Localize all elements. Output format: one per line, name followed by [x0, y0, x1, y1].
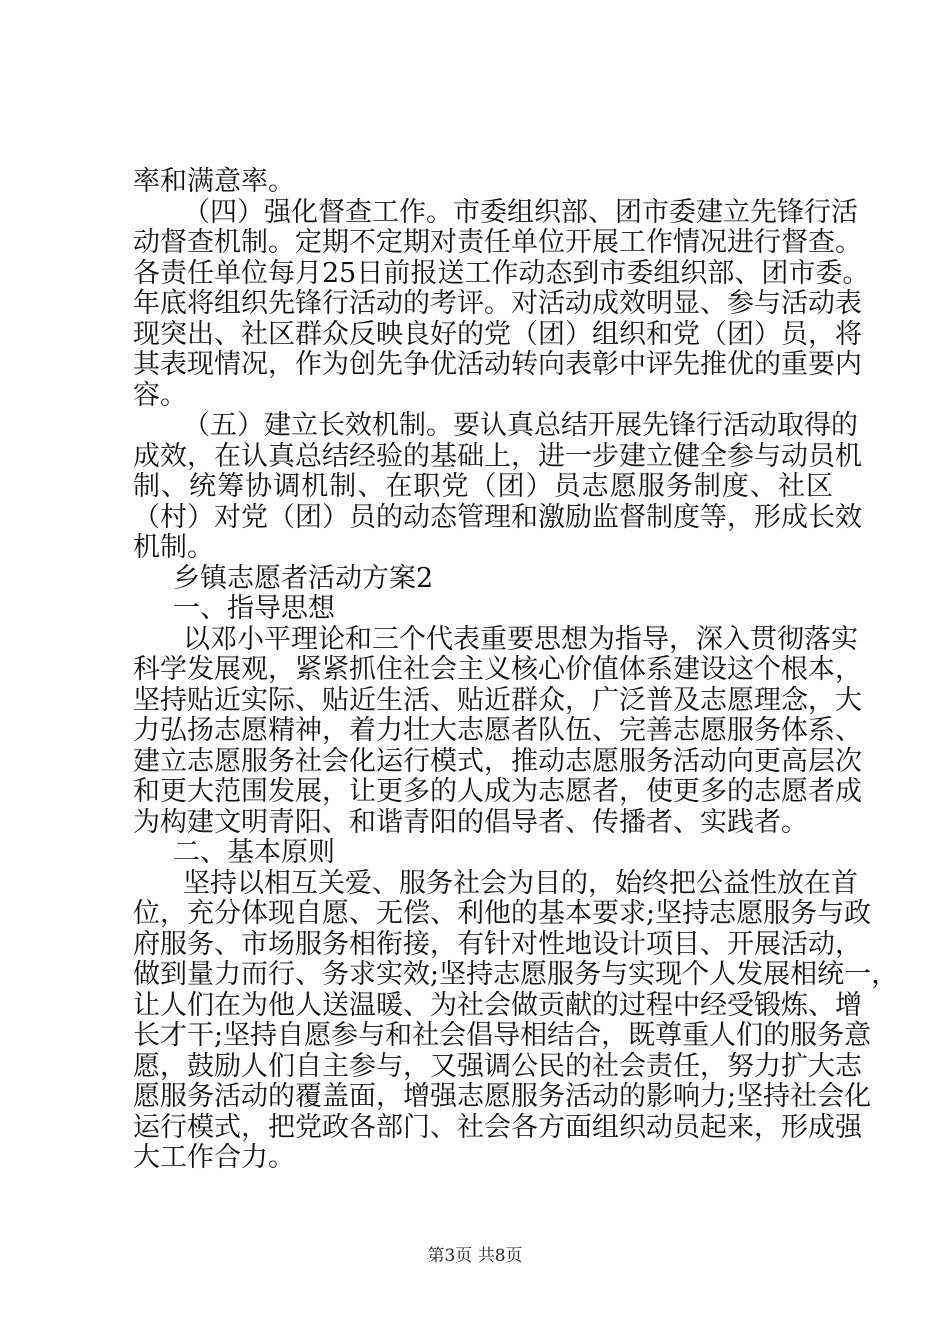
text-line: 坚持以相互关爱、服务社会为目的，始终把公益性放在首: [183, 867, 858, 899]
text-line: 乡镇志愿者活动方案2: [173, 562, 434, 594]
text-line: 各责任单位每月25日前报送工作动态到市委组织部、团市委。: [133, 257, 870, 289]
text-line: （村）对党（团）员的动态管理和激励监督制度等，形成长效: [133, 501, 862, 533]
document-body: [133, 166, 899, 1174]
text-line: 年底将组织先锋行活动的考评。对活动成效明显、参与活动表: [133, 288, 862, 319]
text-line: 科学发展观，紧紧抓住社会主义核心价值体系建设这个根本，: [133, 654, 862, 685]
text-line: 大工作合力。: [133, 1142, 295, 1173]
text-line: 让人们在为他人送温暖、为社会做贡献的过程中经受锻炼、增: [133, 989, 862, 1021]
text-line: 愿服务活动的覆盖面，增强志愿服务活动的影响力;坚持社会化: [133, 1081, 872, 1112]
text-line: 府服务、市场服务相衔接，有针对性地设计项目、开展活动，: [133, 928, 862, 960]
text-line: 做到量力而行、务求实效;坚持志愿服务与实现个人发展相统一，: [133, 959, 899, 990]
text-line: （五）建立长效机制。要认真总结开展先锋行活动取得的: [183, 410, 858, 441]
text-line: 力弘扬志愿精神，着力壮大志愿者队伍、完善志愿服务体系、: [133, 715, 862, 746]
text-line: 容。: [133, 379, 187, 411]
text-line: 长才干;坚持自愿参与和社会倡导相结合，既尊重人们的服务意: [133, 1020, 872, 1051]
text-line: 率和满意率。: [133, 166, 295, 197]
text-line: 其表现情况，作为创先争优活动转向表彰中评先推优的重要内: [133, 349, 862, 380]
text-line: 现突出、社区群众反映良好的党（团）组织和党（团）员，将: [133, 318, 862, 350]
text-line: （四）强化督查工作。市委组织部、团市委建立先锋行活: [183, 196, 858, 228]
page-number: 第3页 共8页: [427, 1246, 523, 1266]
text-line: 为构建文明青阳、和谐青阳的倡导者、传播者、实践者。: [133, 806, 808, 838]
text-line: 坚持贴近实际、贴近生活、贴近群众，广泛普及志愿理念，大: [133, 684, 862, 716]
text-line: 位，充分体现自愿、无偿、利他的基本要求;坚持志愿服务与政: [133, 898, 872, 929]
text-line: 二、基本原则: [173, 837, 335, 868]
text-line: 建立志愿服务社会化运行模式，推动志愿服务活动向更高层次: [133, 745, 862, 777]
text-line: 动督查机制。定期不定期对责任单位开展工作情况进行督查。: [133, 227, 862, 258]
text-line: 机制。: [133, 532, 214, 563]
text-line: 一、指导思想: [173, 593, 335, 624]
text-line: 运行模式，把党政各部门、社会各方面组织动员起来，形成强: [133, 1111, 862, 1143]
page-footer: [0, 1246, 950, 1266]
text-line: 成效，在认真总结经验的基础上，进一步建立健全参与动员机: [133, 440, 862, 472]
text-line: 以邓小平理论和三个代表重要思想为指导，深入贯彻落实: [183, 623, 858, 655]
text-line: 愿，鼓励人们自主参与，又强调公民的社会责任，努力扩大志: [133, 1050, 862, 1082]
text-line: 制、统筹协调机制、在职党（团）员志愿服务制度、社区: [133, 471, 833, 502]
text-line: 和更大范围发展，让更多的人成为志愿者，使更多的志愿者成: [133, 776, 862, 807]
